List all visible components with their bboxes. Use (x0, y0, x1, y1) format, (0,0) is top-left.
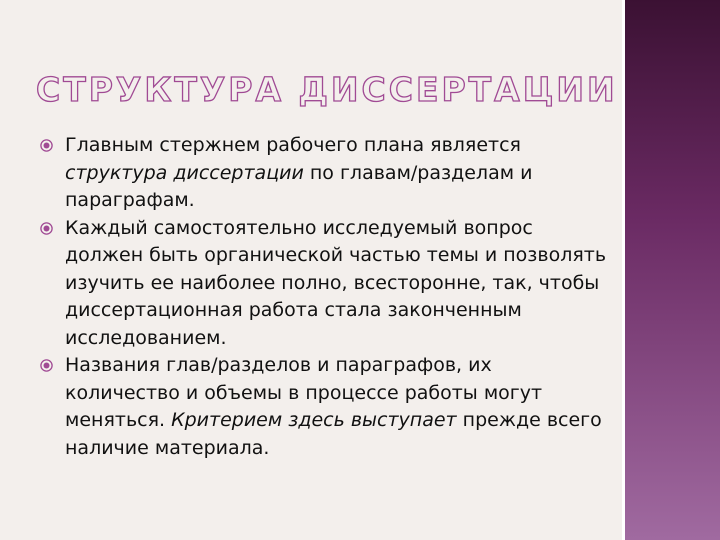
slide-title: СТРУКТУРА ДИССЕРТАЦИИ (36, 70, 618, 109)
bullet-list (40, 132, 610, 462)
bullet-3-part-1: Названия глав/разделов и параграфов, их количество и объемы в процессе работы могут меняться. (65, 354, 543, 431)
bullet-3-emphasis: Критерием здесь выступает (171, 409, 457, 431)
list-item (40, 215, 610, 353)
bullet-1-part-3: по главам/разделам и параграфам. (65, 161, 533, 211)
circled-bullet-icon (40, 139, 53, 152)
bullet-text (65, 354, 602, 459)
bullet-text (65, 134, 532, 211)
bullet-2-part-1: Каждый самостоятельно исследуемый вопрос должен быть органической частью темы и позволять изучить ее наиболее полно, всесторонне, так, чтобы диссертационная работа стала законченным исследованием. (65, 216, 607, 349)
bullet-text (65, 217, 606, 349)
bullet-1-part-1: Главным стержнем рабочего плана является (65, 134, 521, 156)
bullet-3-part-3: прежде всего наличие материала. (65, 409, 602, 459)
list-item (40, 132, 610, 215)
list-item (40, 352, 610, 462)
bullet-1-emphasis: структура диссертации (65, 161, 304, 184)
circled-bullet-icon (40, 359, 53, 372)
circled-bullet-icon (40, 222, 53, 235)
decorative-side-bar (622, 0, 720, 540)
